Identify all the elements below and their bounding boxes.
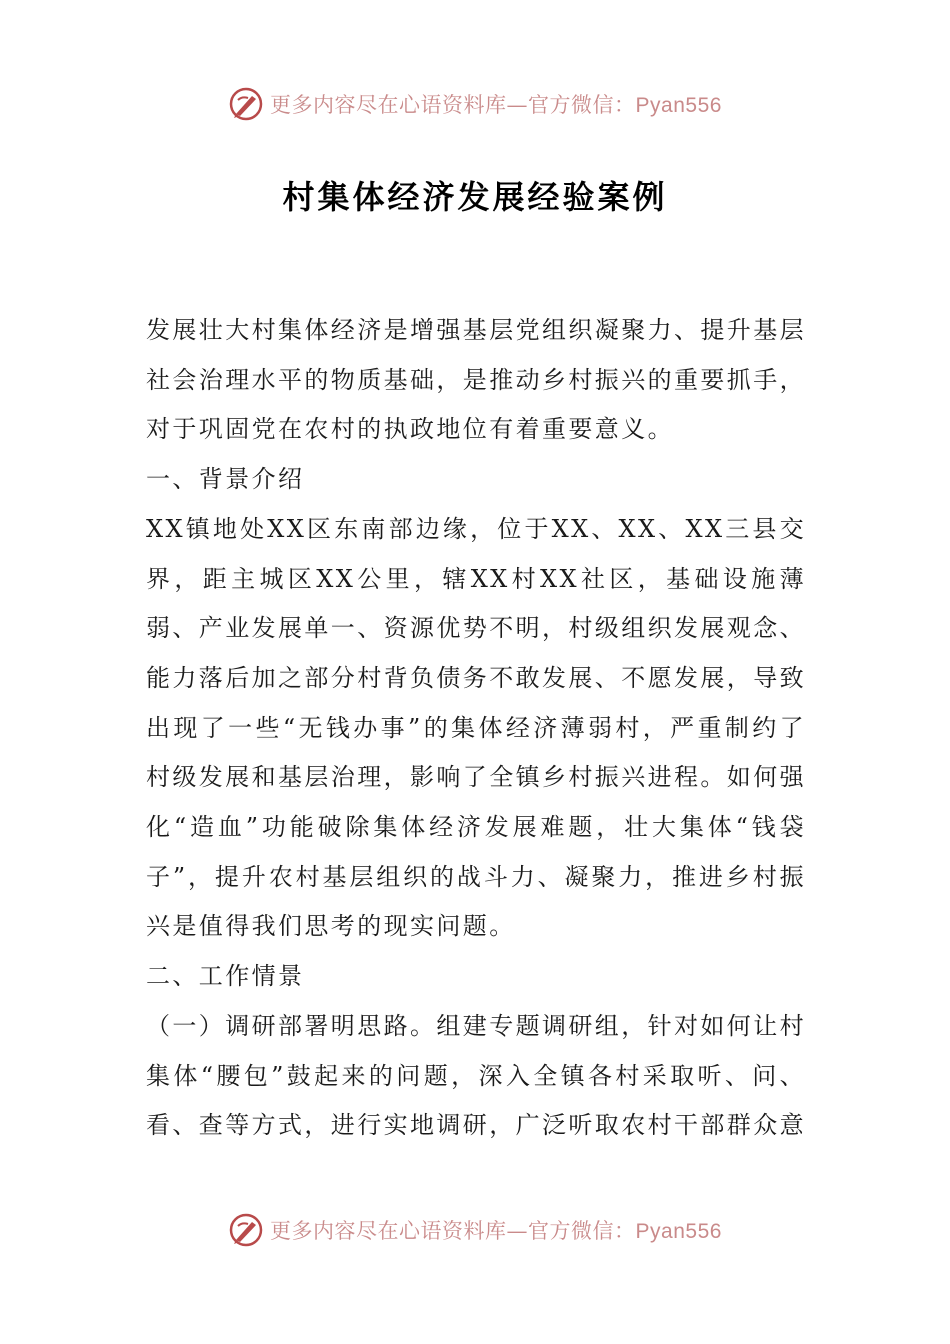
watermark-text: 更多内容尽在心语资料库—官方微信：Pyan556 [270,1219,722,1243]
header-watermark [0,84,950,124]
paragraph-intro: 发展壮大村集体经济是增强基层党组织凝聚力、提升基层社会治理水平的物质基础，是推动乡村振兴的重要抓手，对于巩固党在农村的执政地位有着重要意义。 [146,316,806,444]
section-heading-background: 一、背景介绍 [146,465,305,494]
document-body [146,306,806,1151]
watermark-text: 更多内容尽在心语资料库—官方微信：Pyan556 [270,93,722,117]
pen-logo-icon [228,86,264,122]
paragraph-research: （一）调研部署明思路。组建专题调研组，针对如何让村集体“腰包”鼓起来的问题，深入全镇各村采取听、问、看、查等方式，进行实地调研，广泛听取农村干部群众意 [146,1011,806,1140]
document-title: 村集体经济发展经验案例 [282,178,668,216]
pen-logo-icon [228,1212,264,1248]
footer-watermark [0,1210,950,1250]
paragraph-background: XX镇地处XX区东南部边缘，位于XX、XX、XX三县交界，距主城区XX公里，辖XX村XX社区，基础设施薄弱、产业发展单一、资源优势不明，村级组织发展观念、能力落后加之部分村背负债务不敢发展、不愿发展，导致出现了一些“无钱办事”的集体经济薄弱村，严重制约了村级发展和基层治理，影响了全镇乡村振兴进程。如何强化“造血”功能破除集体经济发展难题，壮大集体“钱袋子”，提升农村基层组织的战斗力、凝聚力，推进乡村振兴是值得我们思考的现实问题。 [146,514,806,941]
section-heading-work: 二、工作情景 [146,962,305,991]
